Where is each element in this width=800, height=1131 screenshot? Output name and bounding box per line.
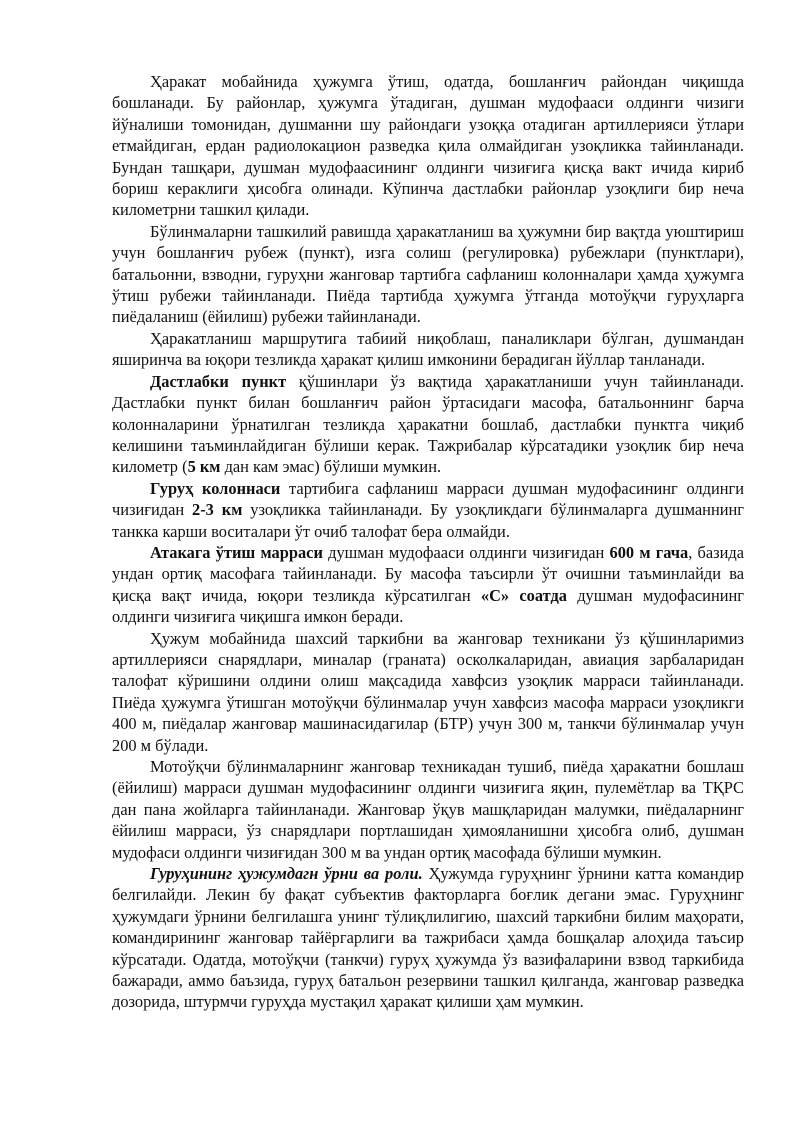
- term-attack-line: Атакага ўтиш марраси: [150, 542, 323, 562]
- paragraph-initial-point: Дастлабки пункт қўшинлари ўз вақтида ҳаракатланиши учун тайинланади. Дастлабки пункт билан бошланғич район ўртасидаги масофа, батальоннинг барча колонналарини ўрнатилган тезликда ҳаракатни бошлаб, дастлабки пунктга чиқиб келишини таъминлайдиган бўлиши керак. Тажрибалар кўрсатадики узоқлик бир неча километр (5 км дан кам эмас) бўлиши мумкин.: [112, 371, 744, 477]
- paragraph-safe-distance: Ҳужум мобайнида шахсий таркибни ва жанговар техникани ўз қўшинларимиз артиллерияси снарядлари, миналар (граната) осколкаларидан, авиация зарбаларидан талофат кўришини олдини олиш мақсадида хавфсиз узоқлик марраси тайинланади. Пиёда ҳужумга ўтишган мотоўқчи бўлинмалар учун хавфсиз масофа марраси узоқликги 400 м, пиёдалар жанговар машинасидагилар (БТР) учун 300 м, танкчи бўлинмалар учун 200 м бўлади.: [112, 628, 744, 755]
- paragraph-movement-routes: Ҳаракатланиш маршрутига табиий ниқоблаш, паналиклари бўлган, душмандан яширинча ва юқори тезликда ҳаракат қилиш имконини берадиган йўллар танланади.: [112, 328, 744, 370]
- paragraph-group-role: Гуруҳининг ҳужумдагн ўрни ва роли. Ҳужумда гуруҳнинг ўрнини катта командир белгилайди. Лекин бу фақат субъектив факторларга боғлик дегани эмас. Гуруҳнинг ҳужумдаги ўрнини белгилашга унинг тўлиқлилигию, шахсий таркибни билим маҳорати, командирининг жанговар тайёргарлиги ва тажрибаси ҳамда бошқалар алоҳида таъсир кўрсатади. Одатда, мотоўқчи (танкчи) гуруҳ ҳужумда ўз вазифаларини взвод таркибида бажаради, аммо баъзида, гуруҳ батальон резервини ташкил қилганда, жанговар разведка дозорида, штурмчи гуруҳда мустақил ҳаракат қилиши ҳам мумкин.: [112, 864, 745, 1012]
- term-c-hour: «С» соатда: [480, 585, 567, 605]
- paragraph-offensive-start: Ҳаракат мобайнида ҳужумга ўтиш, одатда, бошланғич райондан чиқишда бошланади. Бу районлар, ҳужумга ўтадиган, душман мудофааси олдинги чизиги йўналиши томонидан, душманни шу райондаги узоққа отадиган артиллерияси ўтлари етмайдиган, ердан радиолокацион разведка қила олмайдиган узоқликка тайинланади. Бундан ташқари, душман мудофаасининг олдинги чизиғига қисқа вакт ичида кириб бориш кераклиги ҳисобга олинади. Кўпинча дастлабки районлар узоқлиги бир неча километрни ташкил қилади.: [112, 72, 744, 220]
- value-2-3-km: 2-3 км: [192, 500, 243, 520]
- paragraph-dismount-line: Мотоўқчи бўлинмаларнинг жанговар техникадан тушиб, пиёда ҳаракатни бошлаш (ёйилиш) марраси душман мудофасининг олдинги чизиғига яқин, пулемётлар ва ТҚРС дан пана жойларга тайинланади. Жанговар ўқув машқларидан малумки, пиёдаларнинг ёйилиш марраси, ўз снарядлари портлашидан ҳимояланишни ҳисобга олиб, душман мудофаси олдинги чизиғидан 300 м ва ундан ортиқ масофада бўлиши мумкин.: [112, 757, 744, 862]
- paragraph-group-column: Гуруҳ колоннаси тартибига сафланиш марраси душман мудофасининг олдинги чизиғидан 2-3 км узоқликка тайинланади. Бу узоқликдаги бўлинмаларга душманнинг танкка карши воситалари ўт очиб талофат бера олмайди.: [112, 478, 744, 541]
- term-initial-point: Дастлабки пункт: [150, 371, 287, 391]
- term-group-column: Гуруҳ колоннаси: [150, 478, 281, 498]
- document-body: [112, 71, 744, 1013]
- value-600-m: 600 м гача: [609, 542, 689, 562]
- term-group-role: Гуруҳининг ҳужумдагн ўрни ва роли.: [150, 864, 423, 884]
- paragraph-attack-line: Атакага ўтиш марраси душман мудофааси олдинги чизиғидан 600 м гача, базида ундан ортиқ масофага тайинланади. Бу масофа таъсирли ўт очишни таъминлайди ва қисқа вақт ичида, юқори тезликда кўрсатилган «С» соатда душман мудофасининг олдинги чизиғига чиқишга имкон беради.: [112, 542, 744, 627]
- paragraph-organization-lines: Бўлинмаларни ташкилий равишда ҳаракатланиш ва ҳужумни бир вақтда уюштириш учун бошланғич рубеж (пункт), изга солиш (регулировка) рубежлари (пунктлари), батальонни, взводни, гуруҳни жанговар тартибга сафланиш колонналари ҳамда ҳужумга ўтиш рубежи тайинланади. Пиёда тартибда ҳужумга ўтганда мотоўқчи гуруҳларга пиёдаланиш (ёйилиш) рубежи тайинланади.: [112, 221, 744, 327]
- value-5-km: 5 км: [187, 457, 221, 477]
